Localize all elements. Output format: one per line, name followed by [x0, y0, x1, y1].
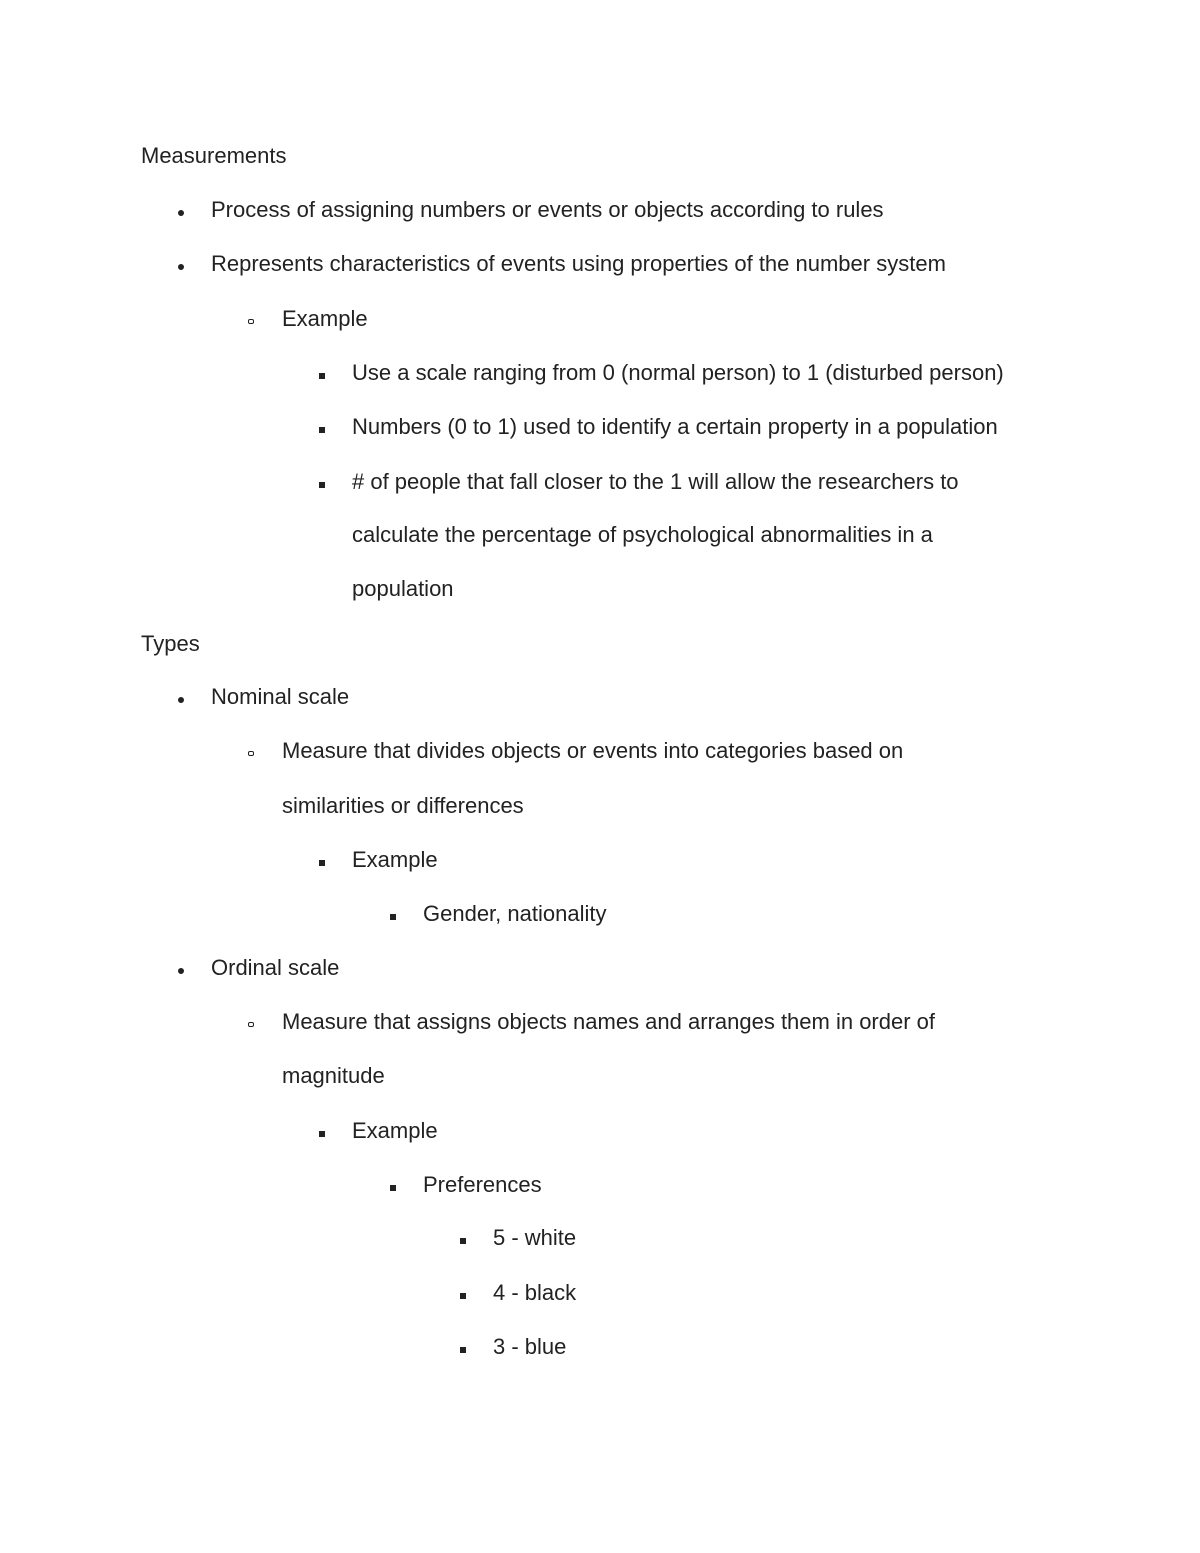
list-item: 3 - blue — [493, 1334, 567, 1359]
list-item-continuation: magnitude — [282, 1063, 385, 1088]
bullet-square-icon — [460, 1347, 466, 1353]
list-item: Ordinal scale — [211, 955, 340, 980]
bullet-square-icon — [319, 1131, 325, 1137]
list-item: Process of assigning numbers or events or objects according to rules — [211, 197, 884, 222]
list-item: Preferences — [423, 1172, 542, 1197]
list-item: Represents characteristics of events using properties of the number system — [211, 251, 946, 276]
bullet-dot-icon — [178, 968, 184, 974]
bullet-dot-icon — [178, 210, 184, 216]
list-item-continuation: similarities or differences — [282, 793, 524, 818]
section-heading-measurements: Measurements — [141, 143, 287, 168]
bullet-dot-icon — [178, 697, 184, 703]
list-item: 4 - black — [493, 1280, 577, 1305]
bullet-hollow-icon — [248, 1022, 254, 1027]
bullet-square-icon — [319, 860, 325, 866]
bullet-hollow-icon — [248, 751, 254, 756]
list-item-continuation: population — [352, 576, 454, 601]
list-item: 5 - white — [493, 1225, 577, 1250]
list-item: Nominal scale — [211, 684, 350, 709]
list-item: Example — [282, 306, 368, 331]
section-heading-types: Types — [141, 631, 200, 656]
list-item: Use a scale ranging from 0 (normal person) to 1 (disturbed person) — [352, 360, 1004, 385]
list-item-continuation: calculate the percentage of psychological abnormalities in a — [352, 522, 933, 547]
bullet-hollow-icon — [248, 319, 254, 324]
bullet-dot-icon — [178, 264, 184, 270]
bullet-square-icon — [390, 1185, 396, 1191]
list-item: Example — [352, 1118, 438, 1143]
list-item: Measure that assigns objects names and arranges them in order of — [282, 1009, 936, 1034]
list-item: Numbers (0 to 1) used to identify a certain property in a population — [352, 414, 998, 439]
bullet-square-icon — [390, 914, 396, 920]
list-item: Gender, nationality — [423, 901, 607, 926]
list-item: Example — [352, 847, 438, 872]
bullet-square-icon — [319, 482, 325, 488]
bullet-square-icon — [460, 1238, 466, 1244]
list-item: # of people that fall closer to the 1 will allow the researchers to — [352, 469, 959, 494]
bullet-square-icon — [460, 1293, 466, 1299]
bullet-square-icon — [319, 373, 325, 379]
bullet-square-icon — [319, 427, 325, 433]
list-item: Measure that divides objects or events into categories based on — [282, 738, 904, 763]
